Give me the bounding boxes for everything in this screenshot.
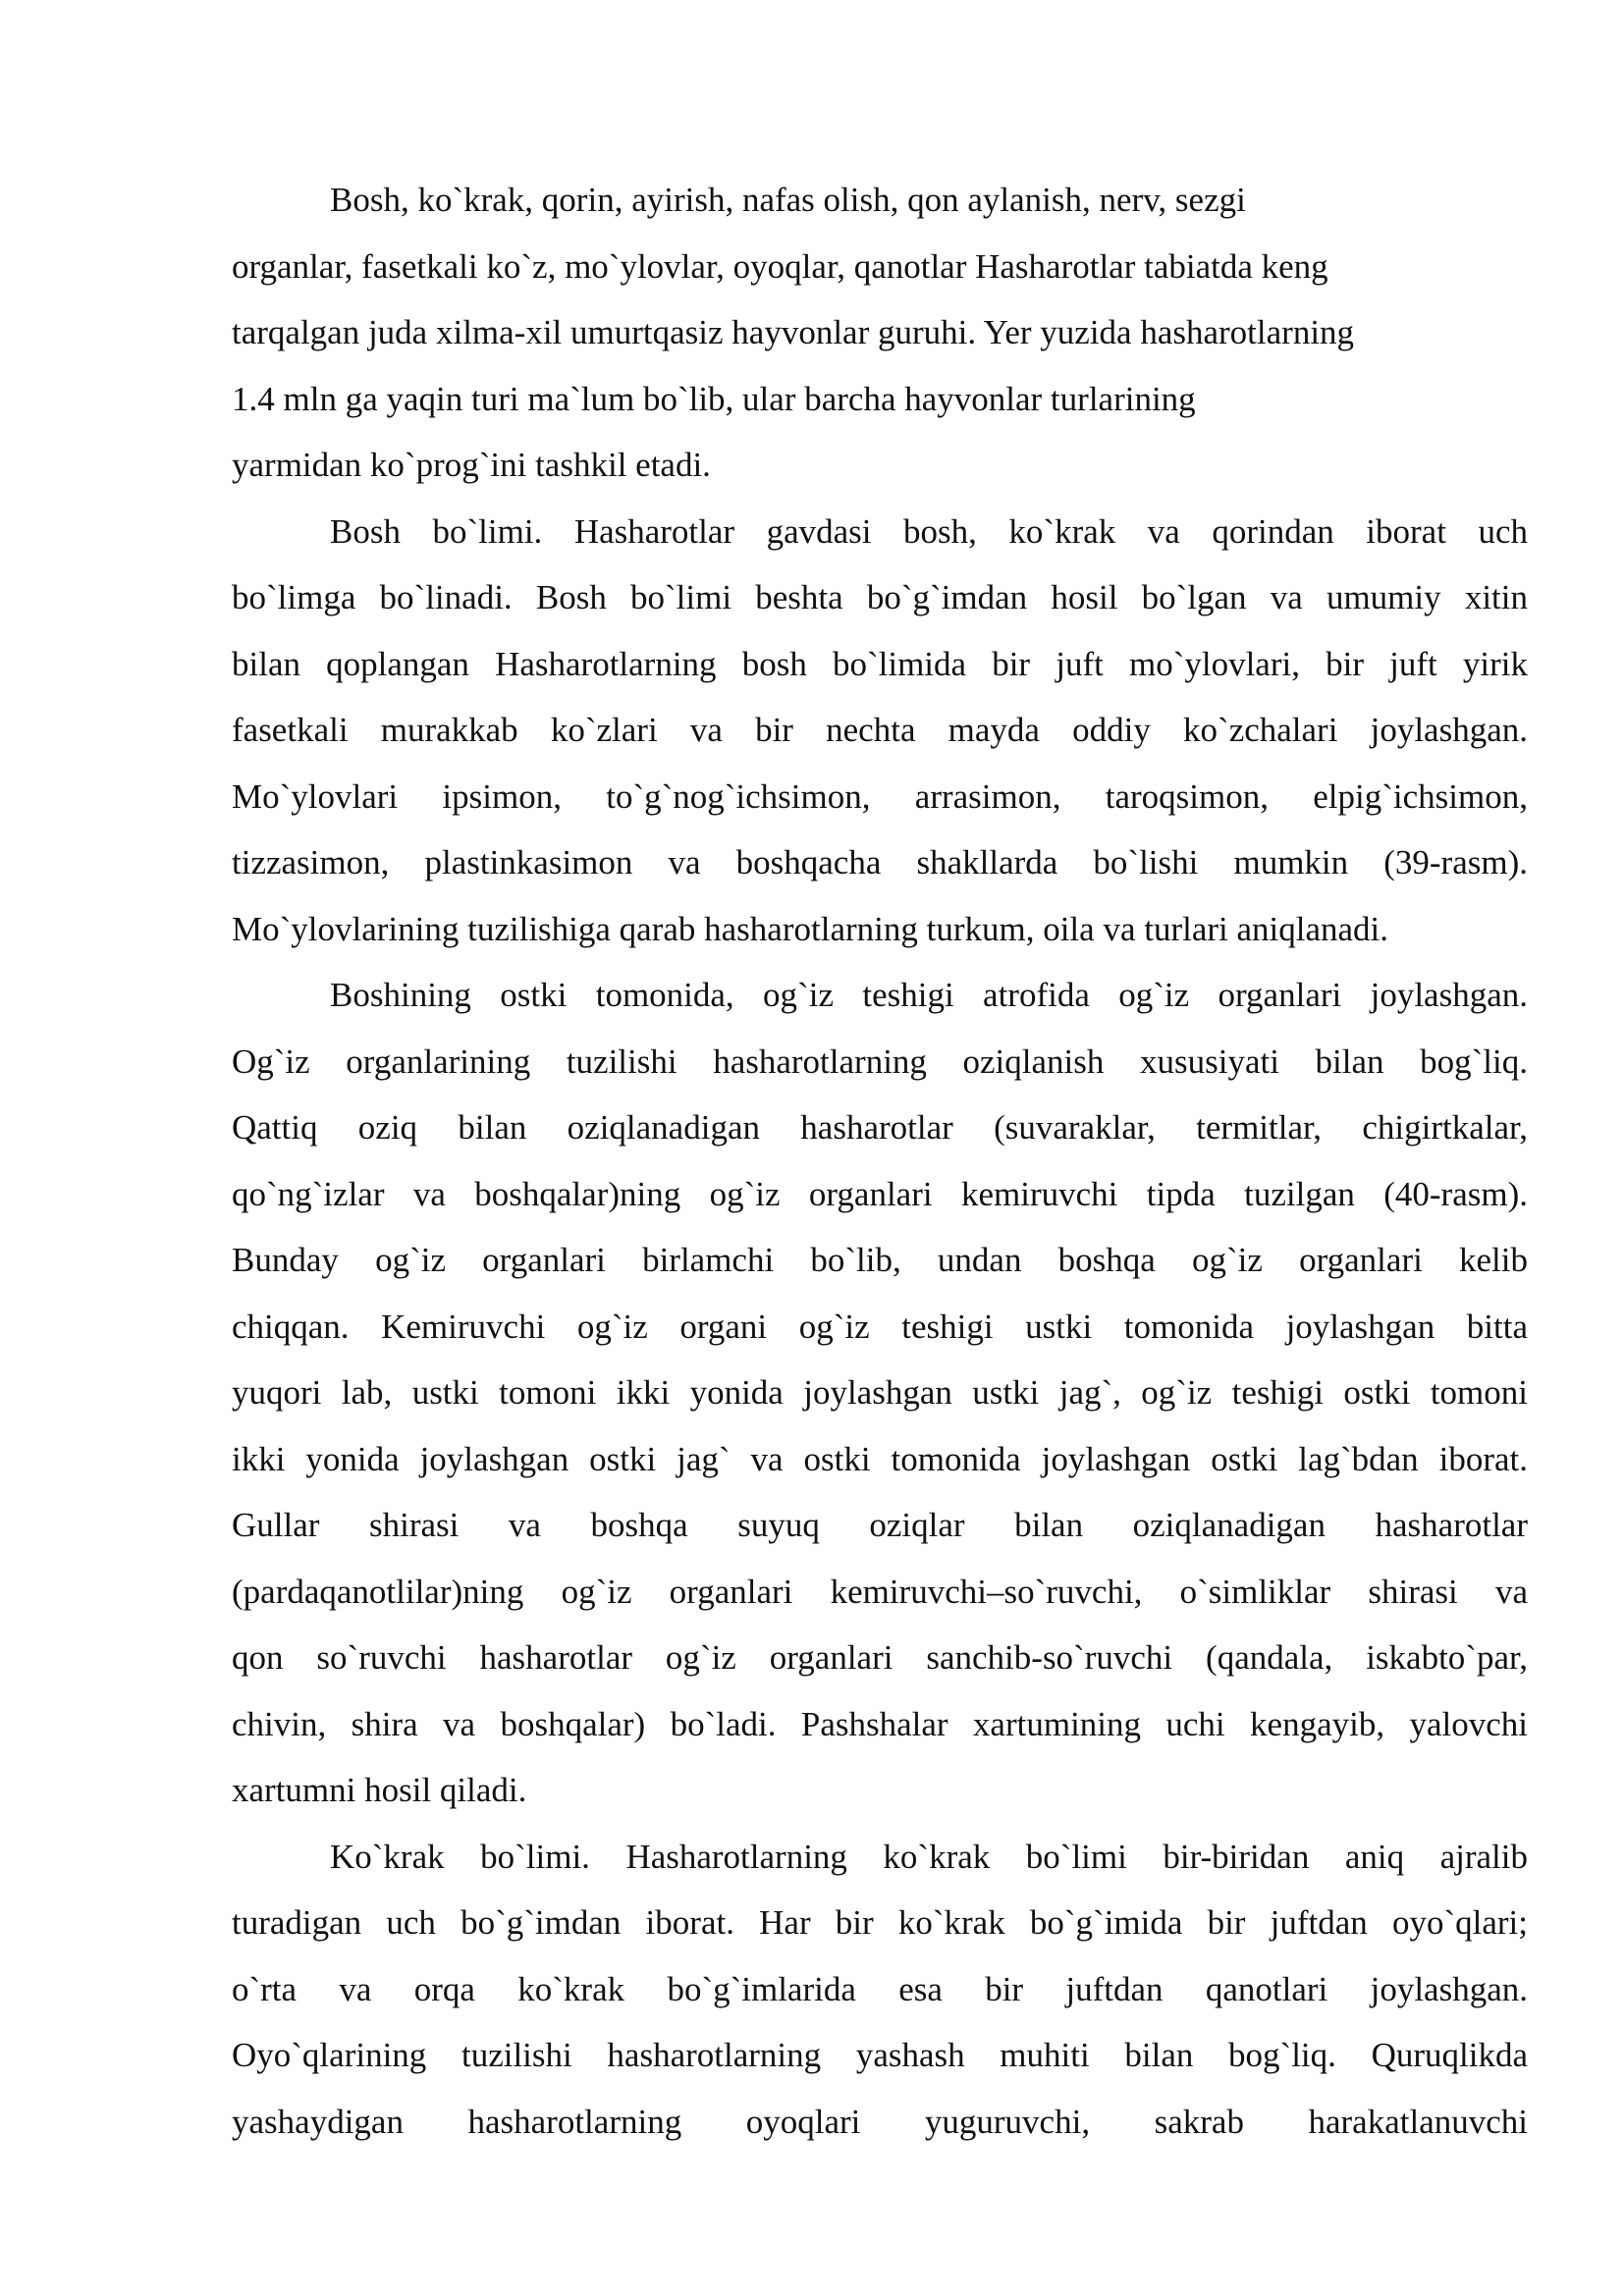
text-line: xartumni hosil qiladi. (232, 1771, 527, 1809)
text-line: yarmidan ko`prog`ini tashkil etadi. (232, 446, 711, 484)
text-line: o`rta va orqa ko`krak bo`g`imlarida esa bir juftdan qanotlari joylashgan. (232, 1969, 1528, 2008)
body-text (232, 180, 1528, 2167)
text-line: organlar, fasetkali ko`z, mo`ylovlar, oyoqlar, qanotlar Hasharotlar tabiatda keng (232, 246, 1328, 286)
text-line: qon so`ruvchi hasharotlar og`iz organlari sanchib-so`ruvchi (qandala, iskabto`par, (232, 1638, 1528, 1677)
text-line: Og`iz organlarining tuzilishi hasharotlarning oziqlanish xususiyati bilan bog`liq. (232, 1041, 1528, 1081)
text-line: Ko`krak bo`limi. Hasharotlarning ko`krak bo`limi bir-biridan aniq ajralib (330, 1837, 1528, 1876)
text-line: tarqalgan juda xilma-xil umurtqasiz hayvonlar guruhi. Yer yuzida hasharotlarning (232, 313, 1355, 351)
text-line: bilan qoplangan Hasharotlarning bosh bo`limida bir juft mo`ylovlari, bir juft yirik (232, 644, 1528, 683)
text-line: Gullar shirasi va boshqa suyuq oziqlar bilan oziqlanadigan hasharotlar (232, 1506, 1528, 1544)
text-line: Mo`ylovlari ipsimon, to`g`nog`ichsimon, arrasimon, taroqsimon, elpig`ichsimon, (232, 776, 1528, 816)
text-line: Bosh, ko`krak, qorin, ayirish, nafas olish, qon aylanish, nerv, sezgi (330, 181, 1246, 219)
text-line: 1.4 mln ga yaqin turi ma`lum bo`lib, ular barcha hayvonlar turlarining (232, 379, 1196, 418)
text-line: bo`limga bo`linadi. Bosh bo`limi beshta bo`g`imdan hosil bo`lgan va umumiy xitin (232, 578, 1528, 616)
text-line: Bosh bo`limi. Hasharotlar gavdasi bosh, ko`krak va qorindan iborat uch (330, 511, 1528, 551)
text-line: tizzasimon, plastinkasimon va boshqacha shakllarda bo`lishi mumkin (39-rasm). (232, 843, 1528, 881)
text-line: (pardaqanotlilar)ning og`iz organlari kemiruvchi–so`ruvchi, o`simliklar shirasi va (232, 1572, 1528, 1611)
text-line: chivin, shira va boshqalar) bo`ladi. Pashshalar xartumining uchi kengayib, yalovchi (232, 1704, 1528, 1743)
text-line: yashaydigan hasharotlarning oyoqlari yuguruvchi, sakrab harakatlanuvchi (232, 2102, 1528, 2141)
text-line: Bunday og`iz organlari birlamchi bo`lib, undan boshqa og`iz organlari kelib (232, 1241, 1528, 1279)
text-line: turadigan uch bo`g`imdan iborat. Har bir ko`krak bo`g`imida bir juftdan oyo`qlari; (232, 1903, 1528, 1942)
text-line: yuqori lab, ustki tomoni ikki yonida joylashgan ustki jag`, og`iz teshigi ostki tomoni (232, 1373, 1528, 1412)
text-line: Boshining ostki tomonida, og`iz teshigi atrofida og`iz organlari joylashgan. (330, 976, 1528, 1014)
text-line: Mo`ylovlarining tuzilishiga qarab hasharotlarning turkum, oila va turlari aniqlanadi. (232, 909, 1389, 948)
text-line: qo`ng`izlar va boshqalar)ning og`iz organlari kemiruvchi tipda tuzilgan (40-rasm). (232, 1174, 1528, 1213)
text-line: ikki yonida joylashgan ostki jag` va ostki tomonida joylashgan ostki lag`bdan iborat. (232, 1439, 1528, 1478)
text-line: chiqqan. Kemiruvchi og`iz organi og`iz teshigi ustki tomonida joylashgan bitta (232, 1307, 1528, 1346)
text-line: Oyo`qlarining tuzilishi hasharotlarning yashash muhiti bilan bog`liq. Quruqlikda (232, 2036, 1528, 2074)
text-line: fasetkali murakkab ko`zlari va bir nechta mayda oddiy ko`zchalari joylashgan. (232, 711, 1528, 749)
text-line: Qattiq oziq bilan oziqlanadigan hasharotlar (suvaraklar, termitlar, chigirtkalar, (232, 1108, 1528, 1147)
